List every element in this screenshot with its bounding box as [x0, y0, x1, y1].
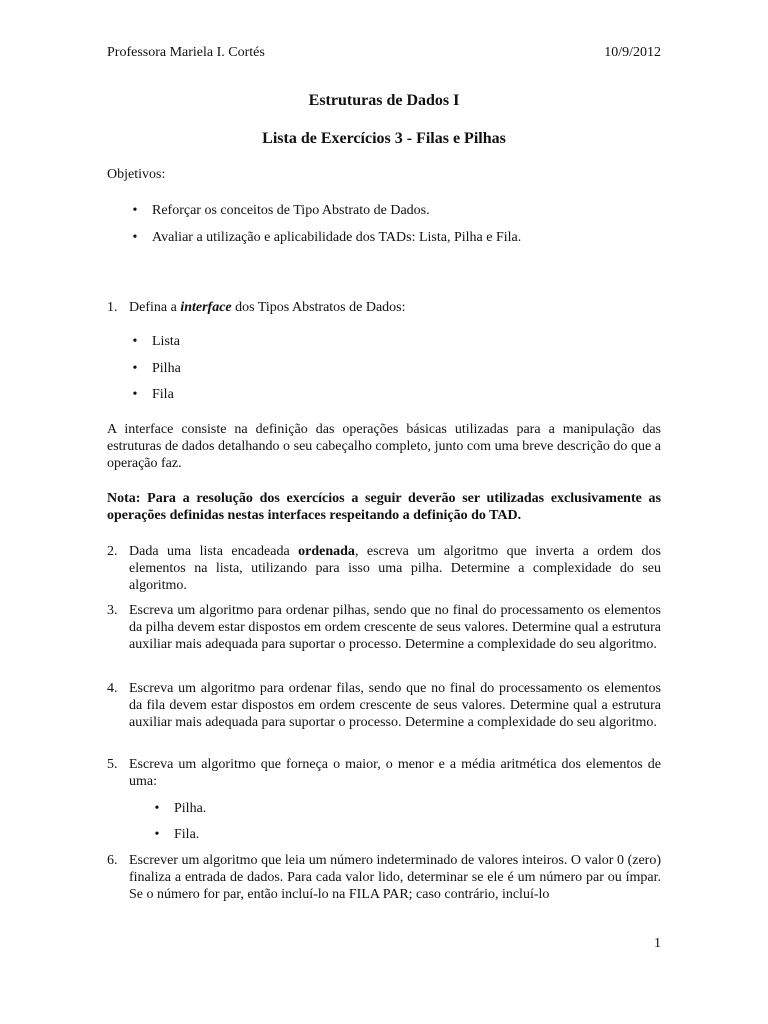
page-number: 1 — [654, 936, 661, 951]
adt-item — [125, 386, 325, 404]
bullet-icon: • — [132, 361, 138, 376]
course-title: Estruturas de Dados I — [308, 92, 460, 109]
objective-text: Reforçar os conceitos de Tipo Abstrato de Dados. — [152, 203, 430, 218]
structure-name: Fila. — [174, 827, 200, 842]
question-text: Escreva um algoritmo que forneça o maior, o menor e a média aritmética dos elementos de uma: — [129, 757, 661, 789]
question-text: Escreva um algoritmo para ordenar filas, sendo que no final do processamento os elementos da fila devem estar dispostos em ordem crescente de seus valores. Determine qual a estrutura auxiliar mais adequada para suportar o processo. Determine a complexidade do seu algoritmo. — [129, 681, 661, 730]
adt-name: Lista — [152, 334, 180, 349]
question-4 — [107, 680, 661, 750]
question-2 — [107, 543, 661, 595]
question-6 — [107, 852, 661, 904]
adt-name: Pilha — [152, 361, 181, 376]
bullet-icon: • — [154, 801, 160, 816]
objective-item — [125, 202, 645, 220]
structure-item — [147, 800, 347, 818]
bullet-icon: • — [132, 230, 138, 245]
question-5 — [107, 756, 661, 792]
question-number: 6. — [107, 853, 118, 868]
structure-name: Pilha. — [174, 801, 207, 816]
question-number: 3. — [107, 603, 118, 618]
question-3 — [107, 602, 661, 672]
interface-paragraph: A interface consiste na definição das operações básicas utilizadas para a manipulação das estruturas de dados detalhando o seu cabeçalho completo, junto com uma breve descrição do que a operação faz. — [107, 422, 661, 471]
bullet-icon: • — [132, 203, 138, 218]
question-text: Escreva um algoritmo para ordenar pilhas, sendo que no final do processamento os elementos da pilha devem estar dispostos em ordem crescente de seus valores. Determine qual a estrutura auxiliar mais adequada para suportar o processo. Determine a complexidade do seu algoritmo. — [129, 603, 661, 652]
question-prefix: Defina a — [129, 300, 181, 315]
bullet-icon: • — [154, 827, 160, 842]
question-number: 1. — [107, 300, 118, 315]
question-1 — [107, 299, 661, 317]
structure-item — [147, 826, 347, 844]
objective-text: Avaliar a utilização e aplicabilidade dos TADs: Lista, Pilha e Fila. — [152, 230, 522, 245]
question-suffix: dos Tipos Abstratos de Dados: — [231, 300, 406, 315]
question-number: 4. — [107, 681, 118, 696]
emphasized-term: interface — [180, 300, 232, 315]
header-date: 10/9/2012 — [604, 45, 661, 60]
adt-name: Fila — [152, 387, 174, 402]
question-number: 2. — [107, 544, 118, 559]
bullet-icon: • — [132, 387, 138, 402]
bold-term: ordenada — [298, 544, 355, 559]
objectives-label: Objetivos: — [107, 167, 166, 182]
bullet-icon: • — [132, 334, 138, 349]
note-paragraph: Nota: Para a resolução dos exercícios a seguir deverão ser utilizadas exclusivamente as operações definidas nestas interfaces respeitando a definição do TAD. — [107, 491, 661, 523]
adt-item — [125, 333, 325, 351]
exercise-list-title: Lista de Exercícios 3 - Filas e Pilhas — [262, 130, 506, 147]
question-prefix: Dada uma lista encadeada — [129, 544, 299, 559]
objective-item — [125, 229, 645, 247]
question-number: 5. — [107, 757, 118, 772]
header-author: Professora Mariela I. Cortés — [107, 45, 265, 60]
question-suffix: , escreva um algoritmo que inverta a ordem dos elementos na lista, utilizando para isso uma pilha. Determine a complexidade do seu algoritmo. — [129, 544, 661, 593]
question-text: Escrever um algoritmo que leia um número indeterminado de valores inteiros. O valor 0 (zero) finaliza a entrada de dados. Para cada valor lido, determinar se ele é um número par ou ímpar. Se o número for par, então incluí-lo na FILA PAR; caso contrário, incluí-lo — [129, 853, 661, 902]
question-text — [129, 299, 661, 316]
question-text — [129, 543, 661, 594]
adt-item — [125, 360, 325, 378]
